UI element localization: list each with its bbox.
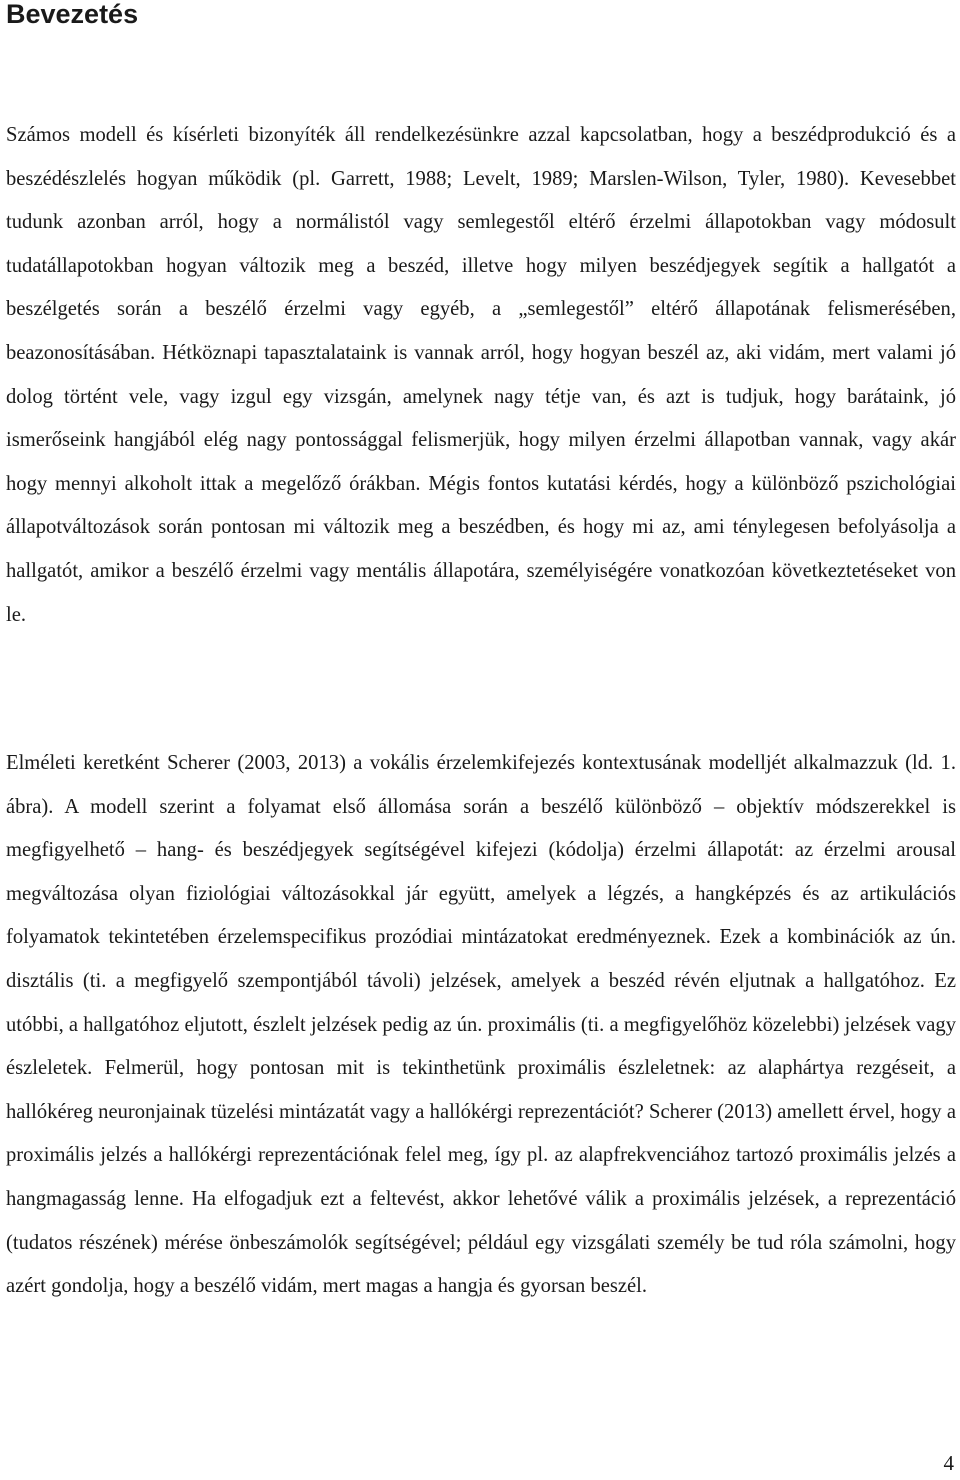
paragraph-introduction: Számos modell és kísérleti bizonyíték áll rendelkezésünkre azzal kapcsolatban, hogy a beszédprodukció és a beszédészlelés hogyan működik (pl. Garrett, 1988; Levelt, 1989; Marslen-Wilson, Tyler, 1980). Kevesebbet tudunk azonban arról, hogy a normálistól vagy semlegestől eltérő érzelmi állapotokban vagy módosult tudatállapotokban hogyan változik meg a beszéd, illetve hogy milyen beszédjegyek segítik a hallgatót a beszélgetés során a beszélő érzelmi vagy egyéb, a „semlegestől” eltérő állapotának felismerésében, beazonosításában. Hétköznapi tapasztalataink is vannak arról, hogy hogyan beszél az, aki vidám, mert valami jó dolog történt vele, vagy izgul egy vizsgán, amelynek nagy tétje van, és azt is tudjuk, hogy barátaink, jó ismerőseink hangjából elég nagy pontossággal felismerjük, hogy milyen érzelmi állapotban vannak, vagy akár hogy mennyi alkoholt ittak a megelőző órákban. Mégis fontos kutatási kérdés, hogy a különböző pszichológiai állapotváltozások során pontosan mi változik meg a beszédben, és hogy mi az, ami ténylegesen befolyásolja a hallgatót, amikor a beszélő érzelmi vagy mentális állapotára, személyiségére vonatkozóan következtetéseket von le. [6,124,956,626]
section-heading: Bevezetés [6,0,139,29]
page-number: 4 [943,1451,954,1475]
paragraph-theoretical-framework: Elméleti keretként Scherer (2003, 2013) a vokális érzelemkifejezés kontextusának modelljét alkalmazzuk (ld. 1. ábra). A modell szerint a folyamat első állomása során a beszélő különböző – objektív módszerekkel is megfigyelhető – hang- és beszédjegyek segítségével kifejezi (kódolja) érzelmi állapotát: az érzelmi arousal megváltozása olyan fiziológiai változásokkal jár együtt, amelyek a légzés, a hangképzés és az artikulációs folyamatok tekintetében érzelemspecifikus prozódiai mintázatokat eredményeznek. Ezek a kombinációk az ún. disztális (ti. a megfigyelő szempontjából távoli) jelzések, amelyek a beszéd révén eljutnak a hallgatóhoz. Ez utóbbi, a hallgatóhoz eljutott, észlelt jelzések pedig az ún. proximális (ti. a megfigyelőhöz közelebbi) jelzések vagy észleletek. Felmerül, hogy pontosan mit is tekinthetünk proximális észleletnek: az alaphártya rezgéseit, a hallókéreg neuronjainak tüzelési mintázatát vagy a hallókérgi reprezentációt? Scherer (2013) amellett érvel, hogy a proximális jelzés a hallókérgi reprezentációnak felel meg, így pl. az alapfrekvenciához tartozó proximális jelzés a hangmagasság lenne. Ha elfogadjuk ezt a feltevést, akkor lehetővé válik a proximális jelzések, a reprezentáció (tudatos részének) mérése önbeszámolók segítségével; például egy vizsgálati személy be tud róla számolni, hogy azért gondolja, hogy a beszélő vidám, mert magas a hangja és gyorsan beszél. [6,752,956,1298]
